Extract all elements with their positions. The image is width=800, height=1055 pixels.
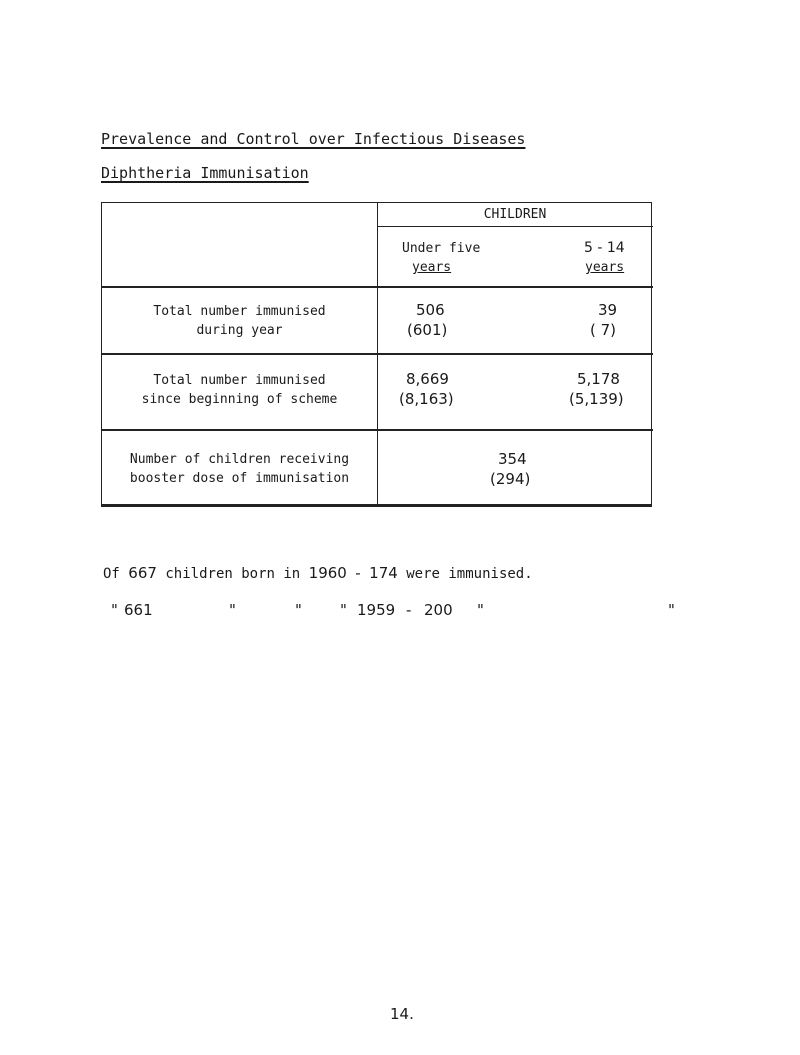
- group-header: CHILDREN: [483, 207, 547, 222]
- footer-text: children born in: [165, 566, 301, 582]
- value-5-14: 39: [598, 301, 618, 319]
- value-under-five-prev: (8,163): [399, 390, 454, 408]
- ditto-mark: ": [295, 601, 302, 619]
- document-title: Prevalence and Control over Infectious Diseases: [101, 130, 526, 148]
- immunisation-table: [101, 202, 652, 507]
- value-under-five-prev: (601): [407, 321, 448, 339]
- ditto-mark: ": [668, 601, 675, 619]
- value-under-five: 8,669: [406, 370, 449, 388]
- footer-dash: -: [355, 564, 361, 582]
- value-5-14: 5,178: [577, 370, 620, 388]
- footer-of: Of: [103, 566, 120, 582]
- column-header-under-five-years: years: [412, 260, 452, 275]
- column-header-5-14: 5 - 14: [584, 240, 625, 256]
- row-label: Number of children receiving: [129, 452, 350, 467]
- footer-count: 667: [128, 564, 157, 582]
- footer-text: were immunised.: [406, 566, 533, 582]
- ditto-mark: ": [477, 601, 484, 619]
- row-label: during year: [196, 323, 283, 338]
- document-subtitle: Diphtheria Immunisation: [101, 164, 309, 182]
- footer-line-1: [103, 564, 533, 582]
- header-rule: [102, 286, 653, 288]
- row-label: Total number immunised: [153, 304, 326, 319]
- ditto-mark: ": [229, 601, 236, 619]
- footer-year: 1960: [308, 564, 347, 582]
- value-5-14-prev: (5,139): [569, 390, 624, 408]
- footer-dash: -: [406, 601, 412, 619]
- row-rule-1: [102, 353, 653, 355]
- value-under-five: 506: [416, 301, 445, 319]
- footer-line-2: [111, 601, 675, 623]
- page-number: 14.: [390, 1005, 414, 1023]
- row-label: since beginning of scheme: [141, 392, 338, 407]
- footer-immunised: 174: [369, 564, 398, 582]
- row-rule-2: [102, 429, 653, 431]
- footer-immunised: 200: [424, 601, 453, 619]
- footer-count: 661: [124, 601, 153, 619]
- row-label: Total number immunised: [153, 373, 326, 388]
- column-header-5-14-years: years: [585, 260, 625, 275]
- ditto-mark: ": [340, 601, 347, 619]
- value-5-14-prev: ( 7): [590, 321, 617, 339]
- row-label: booster dose of immunisation: [129, 471, 350, 486]
- value-booster: 354: [498, 450, 527, 468]
- ditto-mark: ": [111, 601, 118, 619]
- column-header-under-five: Under five: [402, 241, 481, 256]
- footer-year: 1959: [357, 601, 396, 619]
- value-booster-prev: (294): [490, 470, 531, 488]
- group-header-rule: [377, 226, 653, 227]
